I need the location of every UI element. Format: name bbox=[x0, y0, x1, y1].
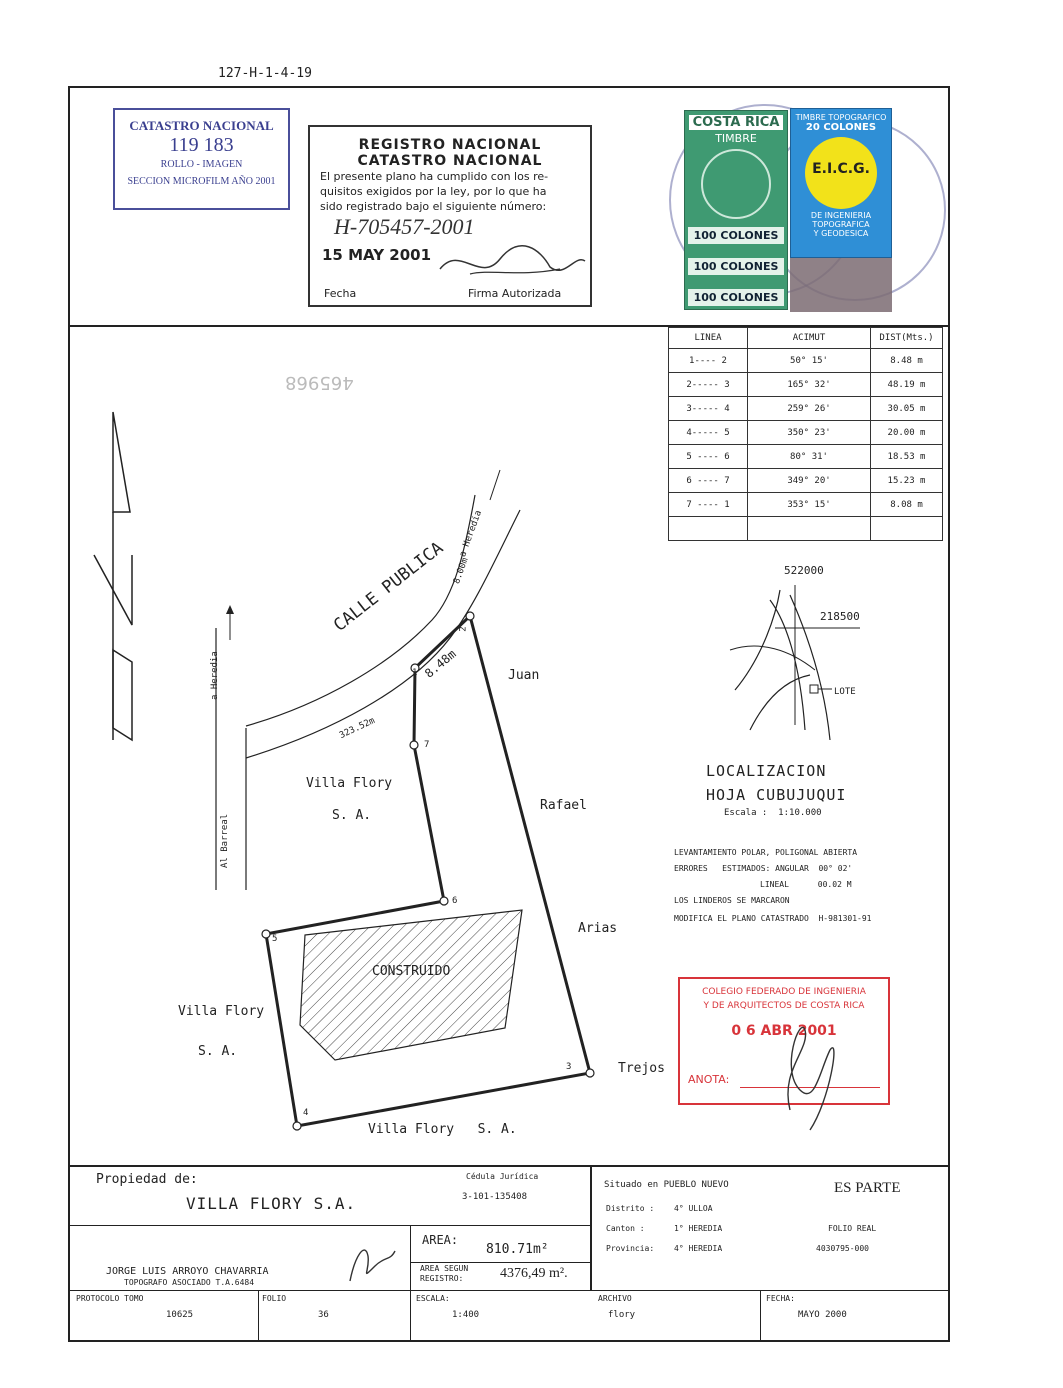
azimut-acimut: 353° 15' bbox=[748, 493, 871, 517]
registro-fecha-label: Fecha bbox=[324, 287, 357, 300]
registro-stamp bbox=[308, 125, 592, 307]
catastro-line3: SECCION MICROFILM AÑO 2001 bbox=[127, 176, 276, 187]
azimut-acimut: 350° 23' bbox=[748, 421, 871, 445]
archivo-value: flory bbox=[608, 1310, 636, 1320]
folio-value: 36 bbox=[318, 1310, 329, 1320]
timbre-topo-globe bbox=[805, 137, 877, 209]
table-row bbox=[669, 349, 943, 373]
street-to-heredia: a Heredia bbox=[458, 509, 485, 559]
area-label: AREA: bbox=[422, 1233, 459, 1247]
locator-scale: Escala : 1:10.000 bbox=[724, 808, 822, 818]
azimut-acimut: 349° 20' bbox=[748, 469, 871, 493]
catastro-stamp bbox=[113, 108, 290, 210]
neighbor-villa-flory-top: Villa Flory bbox=[306, 776, 393, 791]
timbre-topo-lower bbox=[790, 258, 892, 312]
lot-boundary bbox=[266, 616, 590, 1126]
table-row bbox=[669, 493, 943, 517]
azimut-linea: 1---- 2 bbox=[669, 349, 748, 373]
area-value: 810.71m² bbox=[486, 1242, 549, 1257]
azimut-dist: 15.23 m bbox=[871, 469, 943, 493]
segment-1-2-length: 8.48m bbox=[422, 646, 459, 681]
topografo-name: JORGE LUIS ARROYO CHAVARRIA bbox=[106, 1266, 269, 1277]
azimut-table bbox=[668, 327, 943, 541]
neighbor-juan: Juan bbox=[508, 668, 540, 683]
area-registro-label1: AREA SEGUN bbox=[420, 1264, 469, 1273]
locator-x-coord: 522000 bbox=[784, 564, 824, 577]
azimut-dist: 48.19 m bbox=[871, 373, 943, 397]
street-width: 8.00m bbox=[452, 556, 471, 586]
registro-text1: El presente plano ha cumplido con los re- bbox=[320, 170, 549, 183]
note-line1: LEVANTAMIENTO POLAR, POLIGONAL ABIERTA bbox=[674, 848, 858, 857]
azimut-header-dist: DIST(Mts.) bbox=[871, 328, 943, 349]
archivo-label: ARCHIVO bbox=[598, 1294, 632, 1303]
registro-text3: sido registrado bajo el siguiente número: bbox=[320, 200, 547, 213]
street-name: CALLE PUBLICA bbox=[330, 538, 448, 636]
table-row bbox=[669, 469, 943, 493]
registro-date: 15 MAY 2001 bbox=[322, 246, 432, 264]
protocolo-value: 10625 bbox=[166, 1310, 194, 1320]
building-label: CONSTRUIDO bbox=[372, 964, 451, 979]
registro-text2: quisitos exigidos por la ley, por lo que ha bbox=[320, 185, 547, 198]
cedula-label: Cédula Jurídica bbox=[466, 1172, 539, 1181]
azimut-acimut: 259° 26' bbox=[748, 397, 871, 421]
folio-real: 4030795-000 bbox=[816, 1244, 869, 1253]
azimut-acimut: 50° 15' bbox=[748, 349, 871, 373]
timbre-topo-title: TIMBRE TOPOGRAFICO bbox=[795, 113, 887, 122]
fecha-value: MAYO 2000 bbox=[798, 1310, 847, 1320]
faint-stamp-number: 465968 bbox=[285, 372, 354, 393]
azimut-acimut: 165° 32' bbox=[748, 373, 871, 397]
azimut-linea: 6 ---- 7 bbox=[669, 469, 748, 493]
timbre-topo-line2: TOPOGRAFICA bbox=[812, 220, 870, 229]
es-parte: ES PARTE bbox=[834, 1180, 901, 1196]
locator-title1: LOCALIZACION bbox=[706, 762, 827, 780]
left-road-name: Al Barreal bbox=[220, 813, 230, 868]
vertex-label-6: 6 bbox=[452, 896, 458, 906]
azimut-linea: 5 ---- 6 bbox=[669, 445, 748, 469]
colegio-anota: ANOTA: bbox=[688, 1073, 730, 1086]
area-registro-label2: REGISTRO: bbox=[420, 1274, 464, 1283]
table-row bbox=[669, 445, 943, 469]
timbre-topo-line1: DE INGENIERIA bbox=[810, 211, 872, 220]
registro-firma-label: Firma Autorizada bbox=[468, 287, 562, 300]
canton: 1° HEREDIA bbox=[674, 1224, 723, 1233]
neighbor-arias: Arias bbox=[578, 921, 618, 936]
catastro-title: CATASTRO NACIONAL bbox=[129, 118, 274, 133]
neighbor-trejos: Trejos bbox=[618, 1061, 665, 1076]
note-line2: ERRORES ESTIMADOS: ANGULAR 00° 02' bbox=[674, 864, 853, 873]
sheet-code: 127-H-1-4-19 bbox=[218, 66, 312, 81]
azimut-linea: 7 ---- 1 bbox=[669, 493, 748, 517]
azimut-linea: 3----- 4 bbox=[669, 397, 748, 421]
catastro-line2: ROLLO - IMAGEN bbox=[160, 159, 243, 170]
footer-vertical-divider bbox=[590, 1165, 592, 1290]
registro-number: H-705457-2001 bbox=[334, 214, 475, 239]
locator-y-coord: 218500 bbox=[820, 610, 860, 623]
colegio-date: 0 6 ABR 2001 bbox=[731, 1023, 837, 1039]
azimut-header-linea: LINEA bbox=[669, 328, 748, 349]
footer-top-line bbox=[70, 1165, 948, 1167]
vertex-label-3: 3 bbox=[566, 1062, 572, 1072]
timbre-topo-value: 20 COLONES bbox=[805, 122, 877, 133]
provincia-label: Provincia: bbox=[606, 1244, 655, 1253]
folio-label: FOLIO bbox=[262, 1294, 287, 1303]
colegio-signature bbox=[760, 1010, 850, 1140]
north-arrow bbox=[94, 412, 132, 740]
azimut-header-acimut: ACIMUT bbox=[748, 328, 871, 349]
colegio-line1: COLEGIO FEDERADO DE INGENIERIA bbox=[702, 987, 866, 997]
table-row bbox=[669, 421, 943, 445]
distrito-label: Distrito : bbox=[606, 1204, 655, 1213]
distrito: 4° ULLOA bbox=[674, 1204, 713, 1213]
left-road-to-heredia: a Heredia bbox=[210, 651, 220, 700]
escala-label: ESCALA: bbox=[416, 1294, 450, 1303]
azimut-dist: 18.53 m bbox=[871, 445, 943, 469]
table-row bbox=[669, 373, 943, 397]
canton-label: Canton : bbox=[606, 1224, 645, 1233]
timbre-cr-emblem bbox=[701, 149, 771, 219]
table-row-empty bbox=[669, 517, 943, 541]
note-line4: LOS LINDEROS SE MARCARON bbox=[674, 896, 790, 905]
catastro-number: 119 183 bbox=[169, 134, 234, 156]
registro-title2: CATASTRO NACIONAL bbox=[357, 153, 543, 169]
timbre-cr-title: TIMBRE bbox=[715, 132, 757, 145]
fecha-label: FECHA: bbox=[766, 1294, 795, 1303]
vertex-label-7: 7 bbox=[424, 740, 430, 750]
protocolo-label: PROTOCOLO TOMO bbox=[76, 1294, 144, 1303]
propietario: VILLA FLORY S.A. bbox=[186, 1194, 357, 1213]
timbre-topografico bbox=[790, 108, 892, 258]
area-registro-value: 4376,49 m². bbox=[500, 1266, 568, 1281]
locator-map bbox=[720, 580, 860, 750]
construido-area bbox=[300, 910, 522, 1060]
locator-title2: HOJA CUBUJUQUI bbox=[706, 786, 847, 804]
topografo-signature bbox=[340, 1236, 400, 1290]
provincia: 4° HEREDIA bbox=[674, 1244, 723, 1253]
registro-signature bbox=[430, 239, 590, 289]
vertex-label-5: 5 bbox=[272, 934, 278, 944]
azimut-dist: 20.00 m bbox=[871, 421, 943, 445]
timbre-cr-value-1: 100 COLONES bbox=[688, 227, 784, 244]
azimut-dist: 30.05 m bbox=[871, 397, 943, 421]
azimut-linea: 2----- 3 bbox=[669, 373, 748, 397]
azimut-linea: 4----- 5 bbox=[669, 421, 748, 445]
folio-real-label: FOLIO REAL bbox=[828, 1224, 877, 1233]
timbre-topo-line3: Y GEODESICA bbox=[813, 229, 869, 238]
neighbor-villa-flory-left-sa: S. A. bbox=[198, 1044, 238, 1059]
note-line3: LINEAL 00.02 M bbox=[760, 880, 852, 889]
vertex-label-2: 2 bbox=[458, 626, 469, 632]
locator-lote: LOTE bbox=[834, 687, 856, 697]
azimut-acimut: 80° 31' bbox=[748, 445, 871, 469]
neighbor-villa-flory-bottom: Villa Flory S. A. bbox=[368, 1122, 517, 1137]
note-line5: MODIFICA EL PLANO CATASTRADO H-981301-91 bbox=[674, 914, 872, 923]
timbre-cr-value-2: 100 COLONES bbox=[688, 258, 784, 275]
vertex-markers bbox=[262, 612, 594, 1130]
neighbor-villa-flory-left: Villa Flory bbox=[178, 1004, 265, 1019]
propiedad-label: Propiedad de: bbox=[96, 1172, 198, 1187]
azimut-dist: 8.08 m bbox=[871, 493, 943, 517]
vertex-label-1: 1 bbox=[412, 668, 418, 678]
topografo-title: TOPOGRAFO ASOCIADO T.A.6484 bbox=[124, 1278, 255, 1287]
azimut-dist: 8.48 m bbox=[871, 349, 943, 373]
neighbor-villa-flory-top-sa: S. A. bbox=[332, 808, 372, 823]
table-row bbox=[669, 397, 943, 421]
colegio-line2: Y DE ARQUITECTOS DE COSTA RICA bbox=[703, 1001, 865, 1011]
distance-to-corner: 323.52m bbox=[338, 715, 377, 742]
cedula: 3-101-135408 bbox=[462, 1192, 528, 1202]
situado-label: Situado en PUEBLO NUEVO bbox=[604, 1180, 729, 1190]
timbre-cr-value-3: 100 COLONES bbox=[688, 289, 784, 306]
vertex-label-4: 4 bbox=[303, 1108, 309, 1118]
neighbor-rafael: Rafael bbox=[540, 798, 587, 813]
timbre-topo-logo: E.I.C.G. bbox=[812, 161, 870, 177]
timbre-costa-rica bbox=[684, 110, 788, 310]
escala-value: 1:400 bbox=[452, 1310, 480, 1320]
timbre-cr-brand: COSTA RICA bbox=[689, 115, 783, 130]
registro-title1: REGISTRO NACIONAL bbox=[358, 137, 542, 153]
